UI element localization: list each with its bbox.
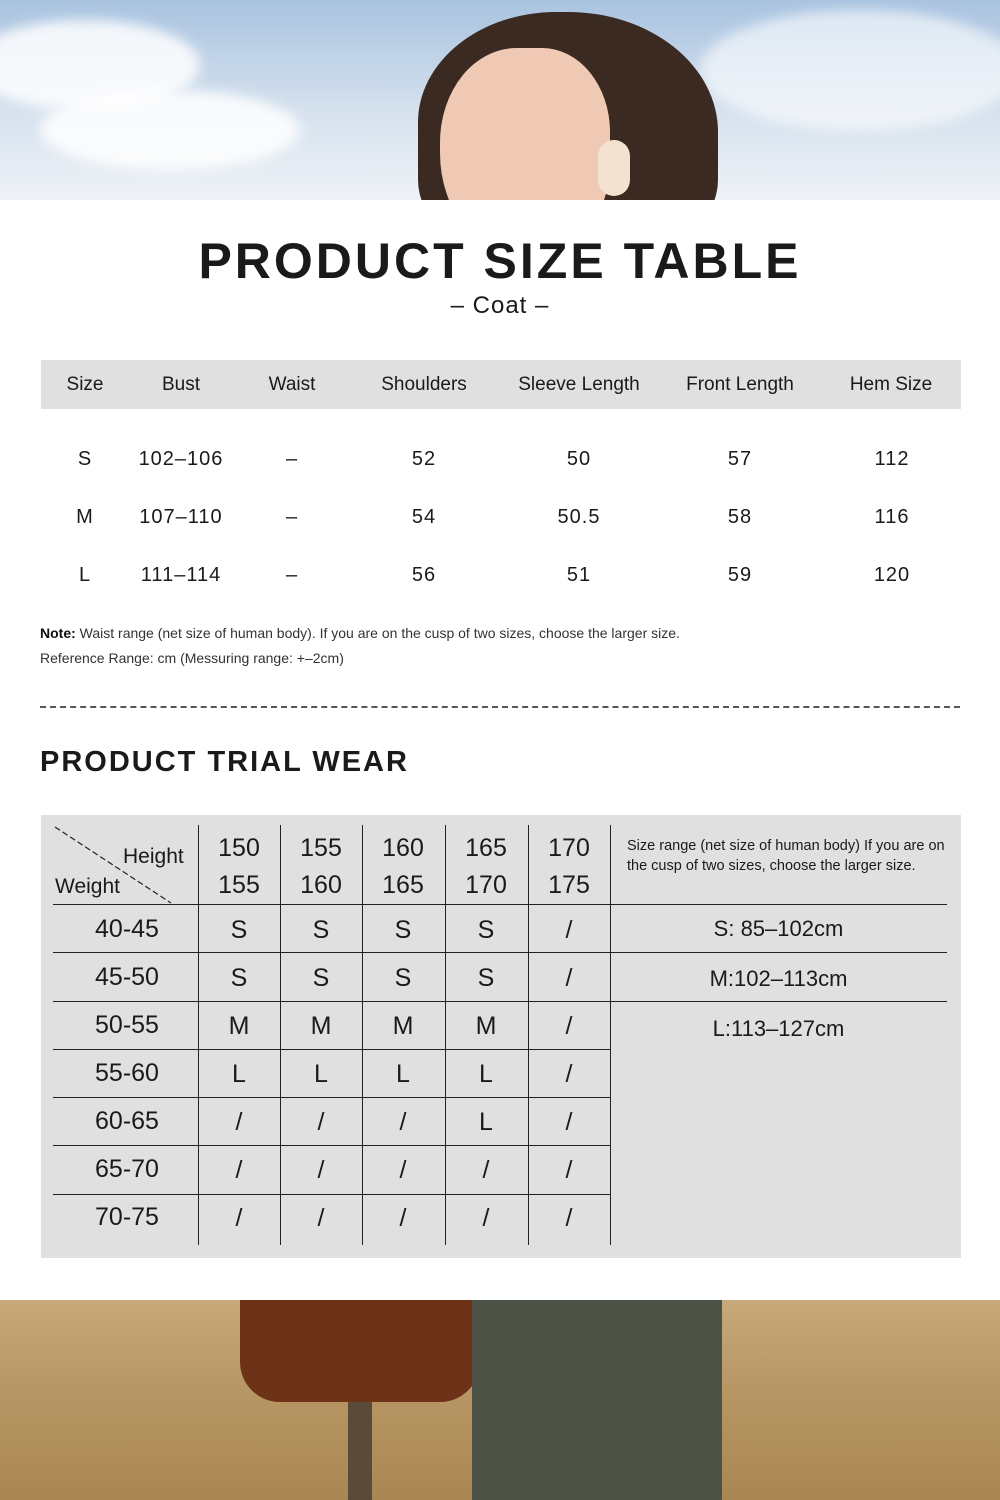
handbag-image — [240, 1300, 480, 1402]
page-title: PRODUCT SIZE TABLE — [198, 233, 802, 289]
table-cell: 50.5 — [557, 506, 601, 528]
size-cell: / — [565, 1156, 573, 1184]
size-cell: S — [477, 916, 495, 944]
weight-range: 70-75 — [95, 1203, 159, 1231]
size-cell: / — [482, 1204, 490, 1232]
size-cell: M — [228, 1012, 250, 1040]
header-shoulders: Shoulders — [381, 374, 467, 395]
table-cell: 111–114 — [140, 564, 222, 586]
height-max: 170 — [465, 871, 507, 899]
size-cell: S — [312, 916, 330, 944]
height-label: Height — [123, 845, 184, 868]
table-cell: 102–106 — [138, 448, 224, 470]
table-cell: – — [285, 564, 299, 586]
size-cell: / — [317, 1204, 325, 1232]
size-cell: / — [565, 964, 573, 992]
size-cell: / — [482, 1156, 490, 1184]
size-cell: / — [565, 916, 573, 944]
size-cell: S — [394, 964, 412, 992]
table-cell: 57 — [727, 448, 753, 470]
header-waist: Waist — [268, 374, 316, 395]
table-cell: 116 — [874, 506, 910, 528]
weight-label: Weight — [55, 875, 120, 898]
weight-range: 65-70 — [95, 1155, 159, 1183]
height-range — [280, 830, 362, 904]
table-cell: 50 — [566, 448, 592, 470]
hero-photo — [0, 0, 1000, 200]
size-cell: L — [479, 1060, 493, 1088]
size-cell: / — [399, 1156, 407, 1184]
size-cell: / — [399, 1204, 407, 1232]
weight-range: 45-50 — [95, 963, 159, 991]
size-cell: / — [565, 1108, 573, 1136]
weight-range: 50-55 — [95, 1011, 159, 1039]
size-cell: M — [392, 1012, 414, 1040]
size-cell: L — [396, 1060, 410, 1088]
size-cell: / — [235, 1108, 243, 1136]
height-range — [528, 830, 610, 904]
weight-range: 55-60 — [95, 1059, 159, 1087]
table-cell: 51 — [566, 564, 592, 586]
height-range — [445, 830, 527, 904]
size-cell: / — [235, 1204, 243, 1232]
table-cell: 52 — [411, 448, 437, 470]
table-cell: L — [78, 564, 92, 586]
table-cell: 112 — [874, 448, 910, 470]
size-range-s: S: 85–102cm — [713, 916, 844, 941]
size-cell: / — [399, 1108, 407, 1136]
size-cell: S — [477, 964, 495, 992]
trial-wear-table — [41, 815, 961, 1258]
size-cell: M — [310, 1012, 332, 1040]
size-cell: S — [230, 916, 248, 944]
section-divider — [40, 706, 960, 708]
height-min: 170 — [548, 834, 590, 862]
height-range — [198, 830, 280, 904]
size-cell: M — [475, 1012, 497, 1040]
size-cell: / — [565, 1204, 573, 1232]
height-min: 160 — [382, 834, 424, 862]
size-cell: / — [565, 1012, 573, 1040]
table-cell: 58 — [727, 506, 753, 528]
size-chart-panel — [0, 200, 1000, 1300]
header-size: Size — [66, 374, 104, 395]
height-max: 165 — [382, 871, 424, 899]
header-sleeve-length: Sleeve Length — [518, 374, 640, 395]
note-label: Note: — [40, 625, 76, 641]
table-cell: 59 — [727, 564, 753, 586]
trousers-image — [472, 1300, 722, 1500]
size-note — [40, 625, 680, 641]
height-max: 160 — [300, 871, 342, 899]
size-range-l: L:113–127cm — [712, 1016, 845, 1041]
size-table-header — [41, 360, 961, 409]
table-cell: S — [77, 448, 93, 470]
fence-post-image — [348, 1402, 372, 1500]
note-text: Waist range (net size of human body). If you are on the cusp of two sizes, choose the larger size. — [75, 625, 680, 641]
height-min: 150 — [218, 834, 260, 862]
table-cell: M — [76, 506, 94, 528]
size-cell: L — [314, 1060, 328, 1088]
table-cell: – — [285, 506, 299, 528]
size-cell: / — [235, 1156, 243, 1184]
height-max: 175 — [548, 871, 590, 899]
size-cell: / — [317, 1108, 325, 1136]
table-cell: – — [285, 448, 299, 470]
table-cell: 54 — [411, 506, 437, 528]
size-cell: / — [565, 1060, 573, 1088]
header-bust: Bust — [161, 374, 201, 395]
size-cell: S — [230, 964, 248, 992]
size-cell: L — [232, 1060, 246, 1088]
weight-range: 40-45 — [95, 915, 159, 943]
size-range-m: M:102–113cm — [709, 966, 848, 991]
weight-range: 60-65 — [95, 1107, 159, 1135]
reference-range: Reference Range: cm (Messuring range: +–2cm) — [40, 650, 344, 666]
height-min: 165 — [465, 834, 507, 862]
table-cell: 120 — [873, 564, 911, 586]
table-cell: 107–110 — [139, 506, 223, 528]
size-cell: S — [312, 964, 330, 992]
header-front-length: Front Length — [686, 374, 794, 395]
size-range-note: Size range (net size of human body) If you are on the cusp of two sizes, choose the larger size. — [627, 838, 945, 874]
trial-wear-title: PRODUCT TRIAL WEAR — [40, 746, 409, 778]
height-max: 155 — [218, 871, 260, 899]
size-cell: / — [317, 1156, 325, 1184]
header-hem-size: Hem Size — [849, 374, 933, 395]
page-subtitle: – Coat – — [450, 292, 550, 319]
height-range — [362, 830, 444, 904]
table-cell: 56 — [411, 564, 437, 586]
size-cell: S — [394, 916, 412, 944]
size-cell: L — [479, 1108, 493, 1136]
height-min: 155 — [300, 834, 342, 862]
